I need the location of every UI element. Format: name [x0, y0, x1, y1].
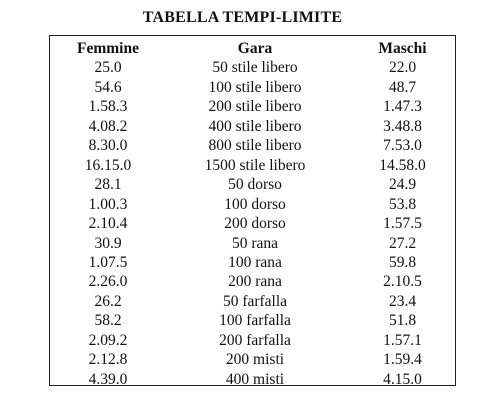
- time-maschi-cell: 4.15.0: [383, 370, 422, 388]
- event-name-cell: 800 stile libero: [208, 137, 302, 155]
- table-row: [58, 272, 453, 291]
- time-femmine-cell: 26.2: [94, 292, 122, 310]
- table-header-row: [58, 39, 453, 58]
- table-row: [58, 58, 453, 77]
- time-maschi-cell: 48.7: [388, 78, 417, 96]
- event-name-cell: 200 rana: [228, 273, 282, 291]
- event-name-cell: 100 dorso: [224, 195, 286, 213]
- page-title: TABELLA TEMPI-LIMITE: [142, 9, 343, 26]
- table-row: [58, 234, 453, 253]
- column-header-femmine: Femmine: [77, 40, 139, 57]
- time-maschi-cell: 14.58.0: [379, 156, 426, 174]
- time-maschi-cell: 3.48.8: [383, 117, 422, 135]
- event-name-cell: 200 farfalla: [219, 331, 291, 349]
- time-maschi-cell: 23.4: [388, 292, 417, 310]
- time-femmine-cell: 4.39.0: [88, 370, 128, 388]
- table-body: [58, 58, 453, 389]
- table-row: [58, 214, 453, 233]
- event-name-cell: 50 rana: [231, 234, 279, 252]
- time-limits-table: [58, 39, 453, 389]
- time-femmine-cell: 58.2: [94, 312, 122, 330]
- time-maschi-cell: 27.2: [388, 234, 417, 252]
- time-maschi-cell: 53.8: [388, 195, 417, 213]
- time-maschi-cell: 22.0: [388, 59, 417, 77]
- table-row: [58, 78, 453, 97]
- table-row: [58, 292, 453, 311]
- event-name-cell: 100 farfalla: [219, 312, 291, 330]
- table-row: [58, 350, 453, 369]
- event-name-cell: 200 stile libero: [208, 98, 302, 116]
- time-femmine-cell: 1.07.5: [88, 253, 128, 271]
- time-maschi-cell: 7.53.0: [383, 137, 422, 155]
- table-row: [58, 97, 453, 116]
- event-name-cell: 100 stile libero: [208, 78, 302, 96]
- time-limits-table-frame: [49, 35, 456, 386]
- time-maschi-cell: 51.8: [388, 312, 417, 330]
- table-row: [58, 175, 453, 194]
- event-name-cell: 50 stile libero: [212, 59, 298, 77]
- event-name-cell: 1500 stile libero: [204, 156, 306, 174]
- time-femmine-cell: 2.12.8: [88, 351, 128, 369]
- time-femmine-cell: 1.00.3: [88, 195, 128, 213]
- time-femmine-cell: 2.10.4: [88, 215, 128, 233]
- table-row: [58, 253, 453, 272]
- time-maschi-cell: 1.57.1: [383, 331, 422, 349]
- time-femmine-cell: 8.30.0: [88, 137, 128, 155]
- time-femmine-cell: 25.0: [94, 59, 122, 77]
- time-femmine-cell: 2.26.0: [88, 273, 128, 291]
- time-maschi-cell: 1.57.5: [383, 215, 422, 233]
- time-femmine-cell: 28.1: [94, 176, 122, 194]
- table-row: [58, 370, 453, 389]
- time-femmine-cell: 30.9: [94, 234, 122, 252]
- time-maschi-cell: 59.8: [388, 253, 417, 271]
- event-name-cell: 50 dorso: [228, 176, 282, 194]
- time-maschi-cell: 1.59.4: [383, 351, 422, 369]
- table-row: [58, 195, 453, 214]
- time-maschi-cell: 24.9: [388, 176, 417, 194]
- event-name-cell: 200 dorso: [224, 215, 286, 233]
- table-row: [58, 136, 453, 155]
- table-row: [58, 117, 453, 136]
- column-header-gara: Gara: [237, 40, 273, 57]
- event-name-cell: 50 farfalla: [222, 292, 288, 310]
- time-maschi-cell: 2.10.5: [383, 273, 422, 291]
- time-femmine-cell: 2.09.2: [88, 331, 128, 349]
- event-name-cell: 400 stile libero: [208, 117, 302, 135]
- table-row: [58, 156, 453, 175]
- event-name-cell: 100 rana: [228, 253, 282, 271]
- table-row: [58, 331, 453, 350]
- event-name-cell: 400 misti: [225, 370, 285, 388]
- time-femmine-cell: 54.6: [94, 78, 122, 96]
- time-femmine-cell: 16.15.0: [84, 156, 132, 174]
- column-header-maschi: Maschi: [378, 40, 427, 57]
- time-femmine-cell: 4.08.2: [88, 117, 128, 135]
- table-row: [58, 311, 453, 330]
- time-femmine-cell: 1.58.3: [88, 98, 128, 116]
- time-maschi-cell: 1.47.3: [383, 98, 422, 116]
- event-name-cell: 200 misti: [225, 351, 285, 369]
